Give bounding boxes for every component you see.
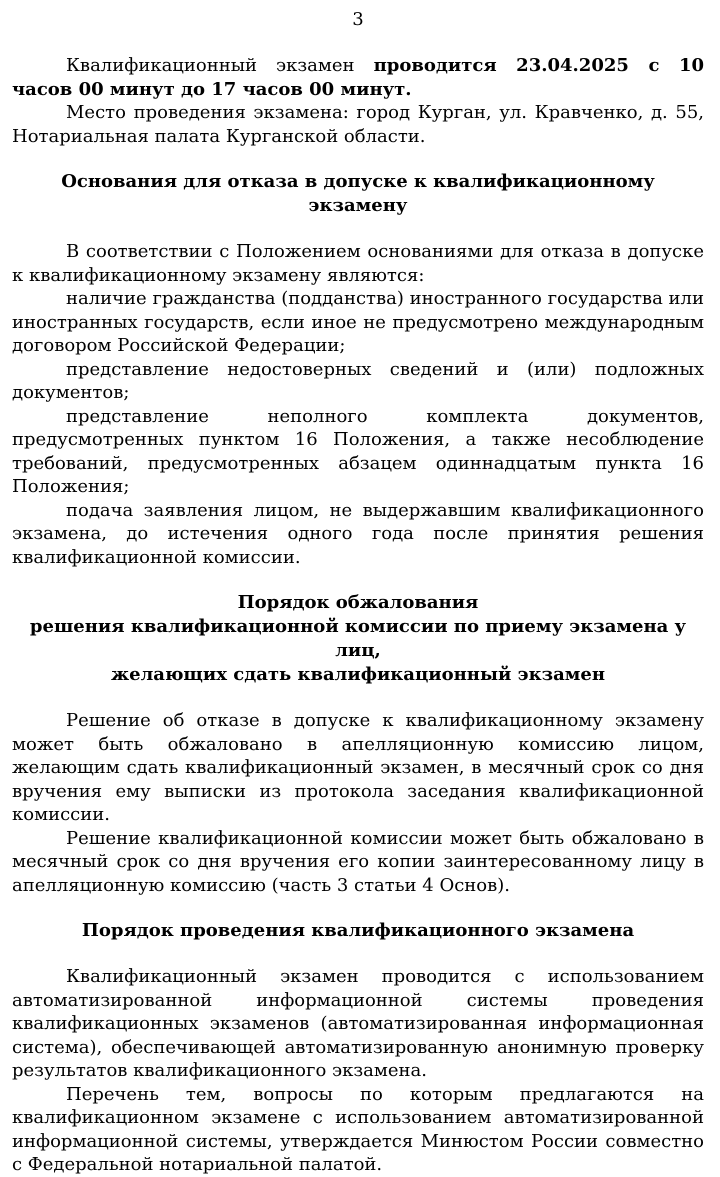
refusal-paragraph: представление неполного комплекта документов, предусмотренных пунктом 16 Положения, а также несоблюдение требований, предусмотренных абзацем одиннадцатым пункта 16 Положения; [12, 405, 704, 497]
exam-location-paragraph: Место проведения экзамена: город Курган, ул. Кравченко, д. 55, Нотариальная палата Курганской области. [12, 102, 704, 147]
refusal-section-body [12, 240, 704, 569]
refusal-paragraph: наличие гражданства (подданства) иностранного государства или иностранных государств, если иное не предусмотрено международным договором Российской Федерации; [12, 288, 704, 356]
appeal-paragraph: Решение об отказе в допуске к квалификационному экзамену может быть обжаловано в апелляционную комиссию лицом, желающим сдать квалификационный экзамен, в месячный срок со дня вручения ему выписки из протокола заседания квалификационной комиссии. [12, 710, 704, 825]
refusal-section-title: Основания для отказа в допуске к квалификационному экзамену [61, 171, 655, 216]
refusal-paragraph: подача заявления лицом, не выдержавшим квалификационного экзамена, до истечения одного года после принятия решения квалификационной комиссии. [12, 499, 704, 568]
appeal-paragraph: Решение квалификационной комиссии может быть обжаловано в месячный срок со дня вручения его копии заинтересованному лицу в апелляционную комиссию (часть 3 статьи 4 Основ). [12, 827, 704, 896]
refusal-paragraph: представление недостоверных сведений и (или) подложных документов; [12, 358, 704, 403]
appeal-section-body [12, 709, 704, 897]
page-number: 3 [352, 9, 364, 30]
procedure-section-title: Порядок проведения квалификационного экзамена [81, 920, 635, 941]
procedure-paragraph: Перечень тем, вопросы по которым предлагаются на квалификационном экзамене с использованием автоматизированной информационной системы, утверждается Минюстом России совместно с Федеральной нотариальной палатой. [12, 1083, 704, 1175]
exam-datetime-text: проводится 23.04.2025 с 10 часов 00 минут до 17 часов 00 минут. [12, 55, 705, 100]
refusal-paragraph: В соответствии с Положением основаниями для отказа в допуске к квалификационному экзамену являются: [12, 241, 704, 286]
procedure-paragraph: Квалификационный экзамен проводится с использованием автоматизированной информационной системы проведения квалификационных экзаменов (автоматизированная информационная система), обеспечивающей автоматизированную анонимную проверку результатов квалификационного экзамена. [12, 966, 704, 1081]
exam-intro-text: Квалификационный экзамен [66, 55, 374, 76]
appeal-title-line: решения квалификационной комиссии по приему экзамена у лиц, [29, 616, 687, 661]
appeal-section-title [12, 591, 704, 687]
exam-datetime-paragraph [12, 54, 704, 101]
appeal-title-line: желающих сдать квалификационный экзамен [110, 664, 605, 685]
appeal-title-line: Порядок обжалования [237, 592, 479, 613]
procedure-section-body [12, 965, 704, 1177]
